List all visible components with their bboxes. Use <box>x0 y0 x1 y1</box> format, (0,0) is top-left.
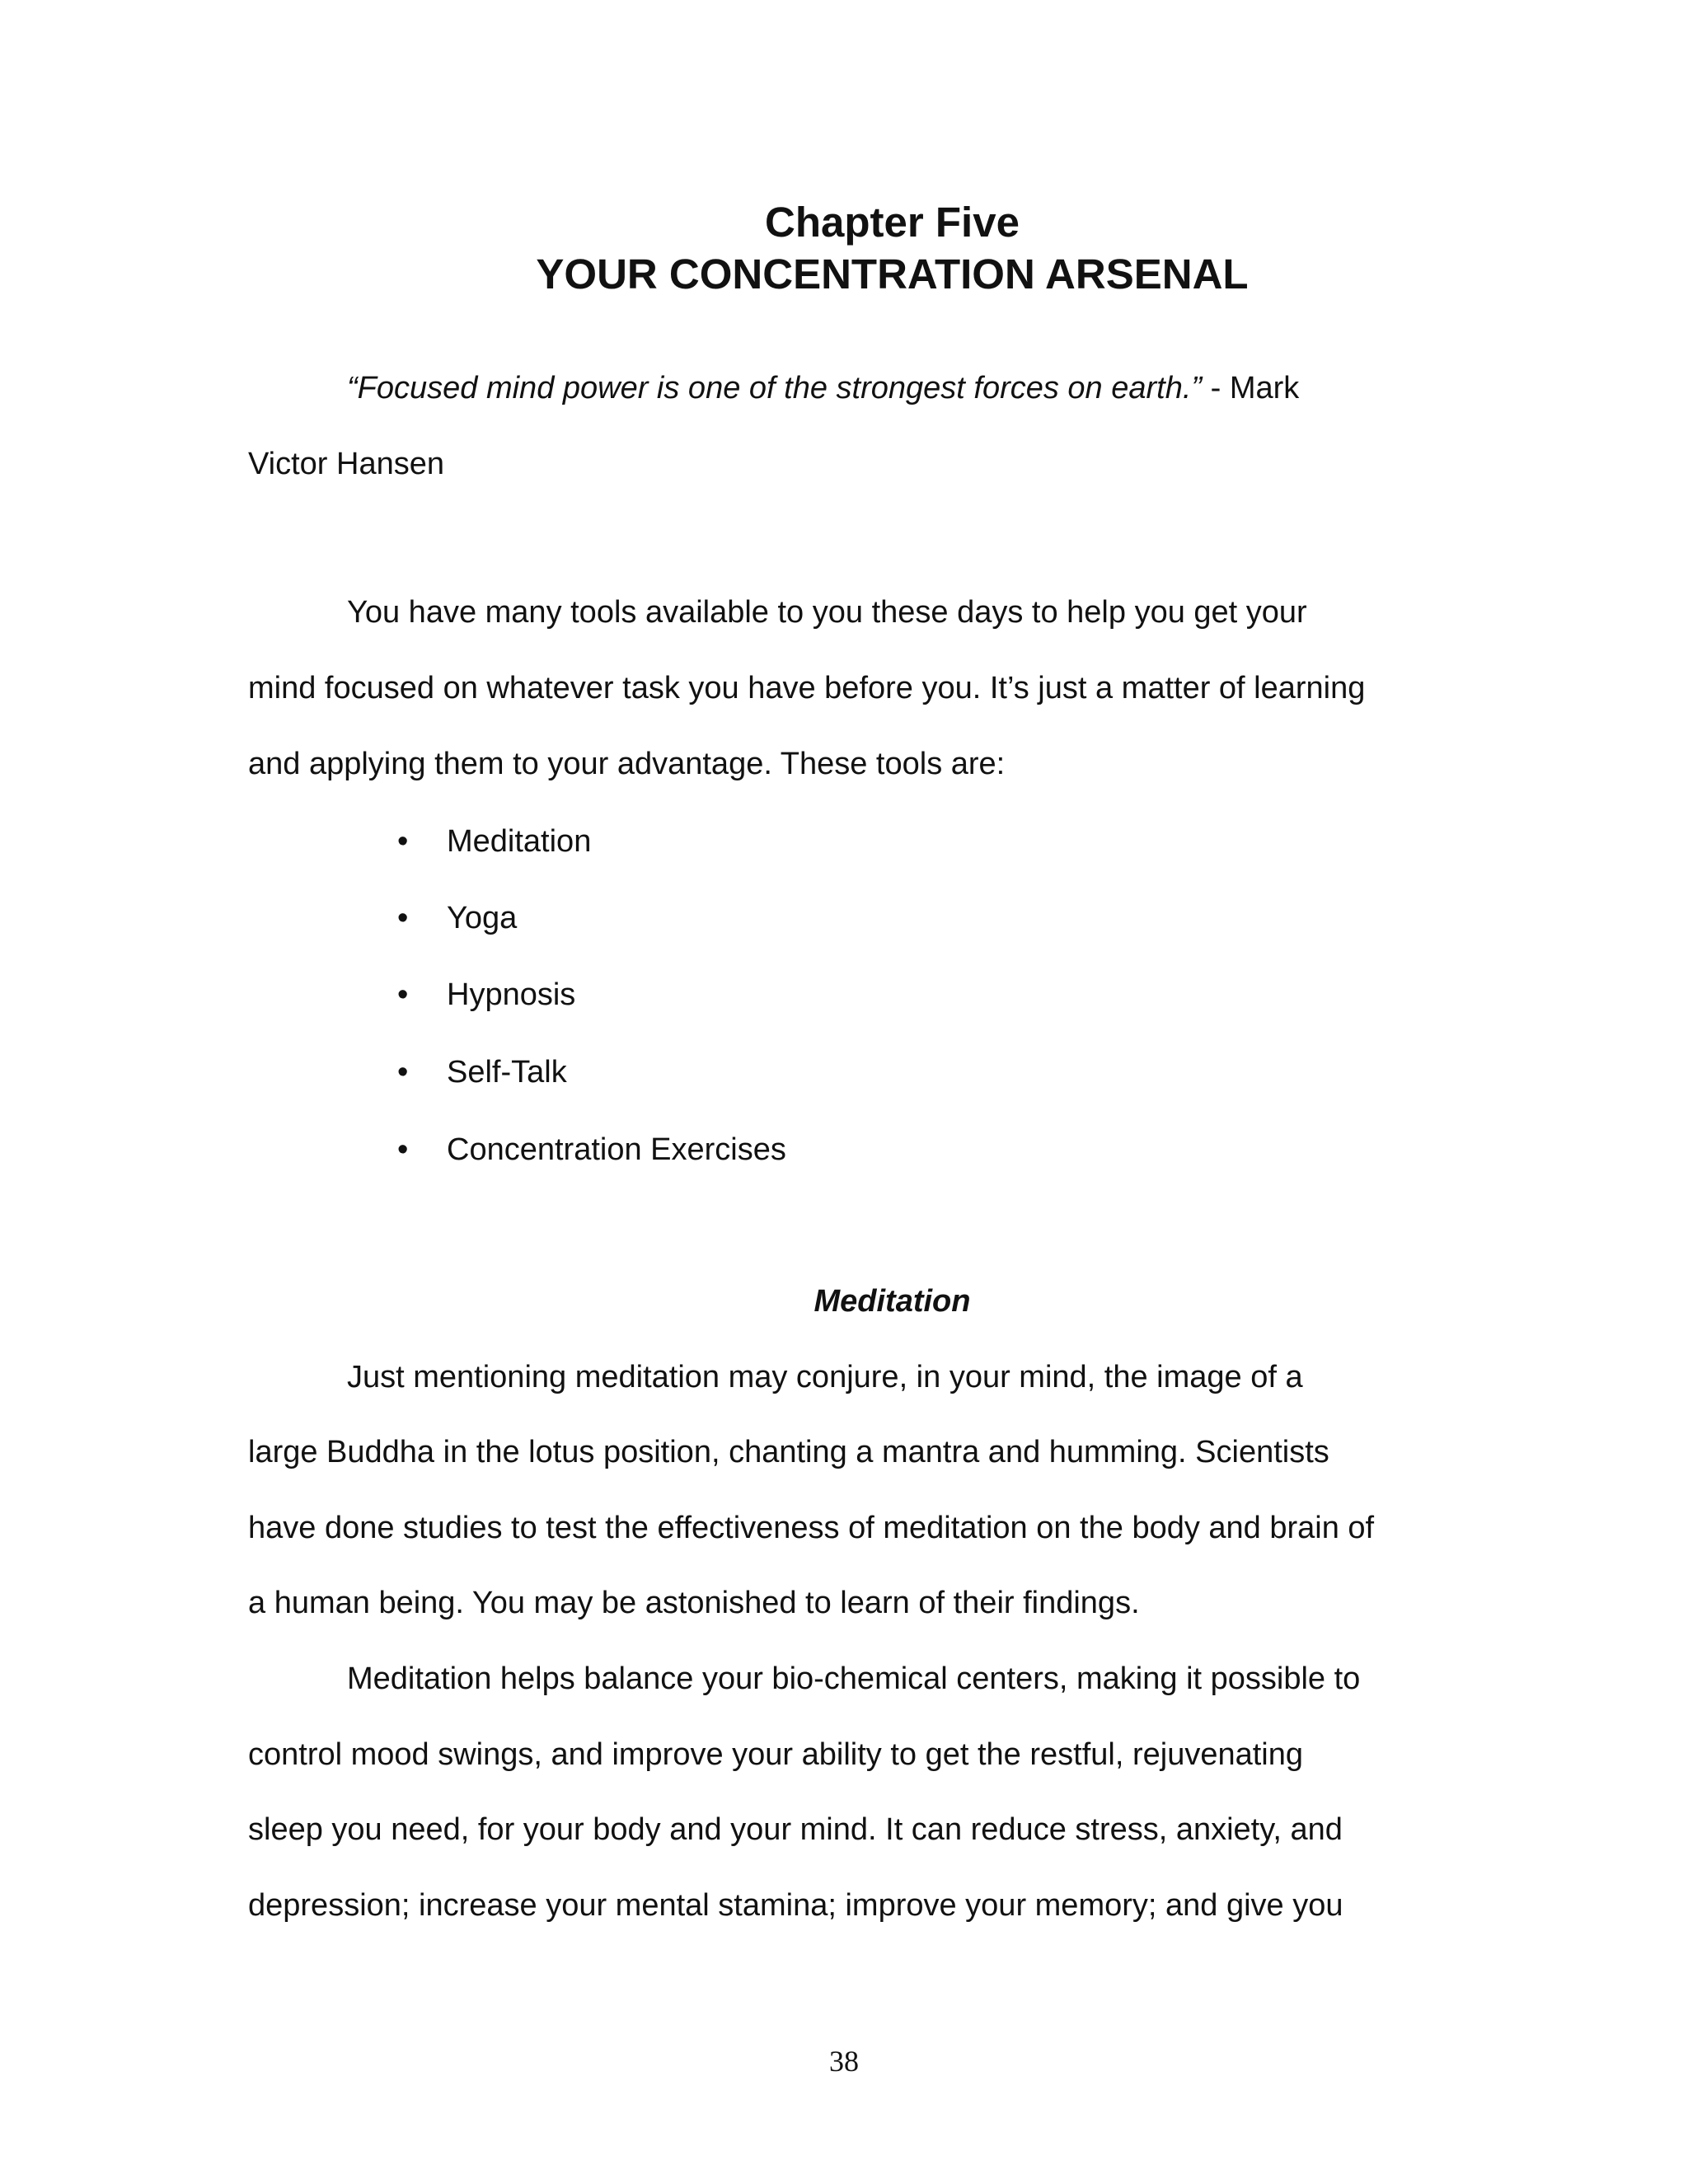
intro-line-3: and applying them to your advantage. These tools are: <box>248 747 1006 781</box>
list-item-label: Meditation <box>447 824 592 859</box>
meditation-p1-line-2: large Buddha in the lotus position, chanting a mantra and humming. Scientists <box>248 1435 1329 1469</box>
meditation-p2-line-3: sleep you need, for your body and your mind. It can reduce stress, anxiety, and <box>248 1812 1343 1847</box>
epigraph-attribution-start: - Mark <box>1202 371 1300 405</box>
meditation-p1-line-3: have done studies to test the effectiveness of meditation on the body and brain of <box>248 1511 1375 1545</box>
body-text <box>248 0 1451 2184</box>
intro-line-2: mind focused on whatever task you have before you. It’s just a matter of learning <box>248 671 1366 705</box>
epigraph-quote: “Focused mind power is one of the strongest forces on earth.” <box>347 371 1203 405</box>
list-item-label: Yoga <box>447 901 518 935</box>
section-heading-meditation: Meditation <box>814 1284 971 1319</box>
bullet-icon: • <box>397 977 409 1012</box>
bullet-icon: • <box>397 901 409 935</box>
bullet-icon: • <box>397 824 409 859</box>
meditation-p2-line-1: Meditation helps balance your bio-chemical centers, making it possible to <box>347 1661 1361 1696</box>
epigraph-attribution-end: Victor Hansen <box>248 447 444 481</box>
meditation-p1-line-1: Just mentioning meditation may conjure, in your mind, the image of a <box>347 1360 1303 1394</box>
chapter-number: Chapter Five <box>765 199 1020 246</box>
bullet-icon: • <box>397 1132 409 1167</box>
intro-line-1: You have many tools available to you these days to help you get your <box>347 595 1307 630</box>
meditation-p2-line-2: control mood swings, and improve your ability to get the restful, rejuvenating <box>248 1737 1303 1772</box>
meditation-p2-line-4: depression; increase your mental stamina; improve your memory; and give you <box>248 1888 1343 1923</box>
meditation-p1-line-4: a human being. You may be astonished to learn of their findings. <box>248 1586 1140 1620</box>
epigraph-line-1 <box>347 371 1299 406</box>
chapter-title: YOUR CONCENTRATION ARSENAL <box>536 251 1249 298</box>
page-number: 38 <box>829 2045 859 2078</box>
list-item-label: Concentration Exercises <box>447 1132 786 1167</box>
list-item-label: Self-Talk <box>447 1055 567 1090</box>
bullet-icon: • <box>397 1055 409 1090</box>
list-item-label: Hypnosis <box>447 977 576 1012</box>
